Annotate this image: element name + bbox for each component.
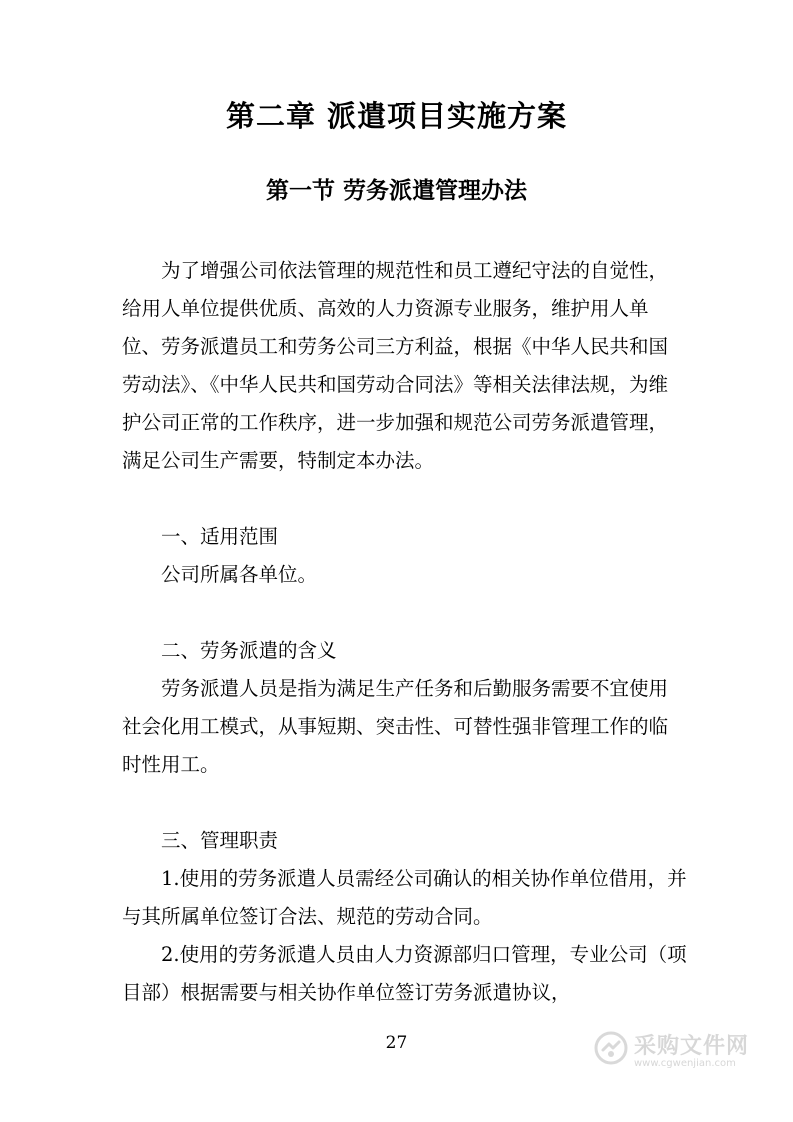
watermark-url: www.cgwenjian.com: [634, 1058, 736, 1069]
scope-heading: 一、适用范围: [161, 525, 279, 548]
document-body: [122, 252, 687, 1012]
watermark: [594, 1027, 784, 1077]
page-number: 27: [385, 1033, 408, 1053]
duty-heading: 三、管理职责: [161, 829, 279, 852]
meaning-text: 劳务派遣人员是指为满足生产任务和后勤服务需要不宜使用社会化用工模式，从事短期、突击性、可替性强非管理工作的临时性用工。: [122, 677, 669, 776]
paragraph-gap: [122, 594, 687, 632]
section-title: 第一节 劳务派遣管理办法: [265, 177, 527, 204]
paragraph-gap: [122, 784, 687, 822]
scope-text: 公司所属各单位。: [161, 563, 318, 586]
duty-item-1: 1.使用的劳务派遣人员需经公司确认的相关协作单位借用，并与其所属单位签订合法、规范的劳动合同。: [122, 867, 687, 928]
chapter-title: 第二章 派遣项目实施方案: [225, 99, 568, 133]
intro-paragraph: 为了增强公司依法管理的规范性和员工遵纪守法的自觉性，给用人单位提供优质、高效的人力资源专业服务，维护用人单位、劳务派遣员工和劳务公司三方利益，根据《中华人民共和国劳动法》、《中华人民共和国劳动合同法》等相关法律法规，为维护公司正常的工作秩序，进一步加强和规范公司劳务派遣管理，满足公司生产需要，特制定本办法。: [122, 259, 669, 472]
duty-item-2: 2.使用的劳务派遣人员由人力资源部归口管理，专业公司（项目部）根据需要与相关协作单位签订劳务派遣协议，: [122, 943, 687, 1004]
meaning-heading: 二、劳务派遣的含义: [161, 639, 337, 662]
watermark-logo-icon: [594, 1031, 628, 1065]
watermark-name: 采购文件网: [634, 1034, 750, 1059]
paragraph-gap: [122, 480, 687, 518]
